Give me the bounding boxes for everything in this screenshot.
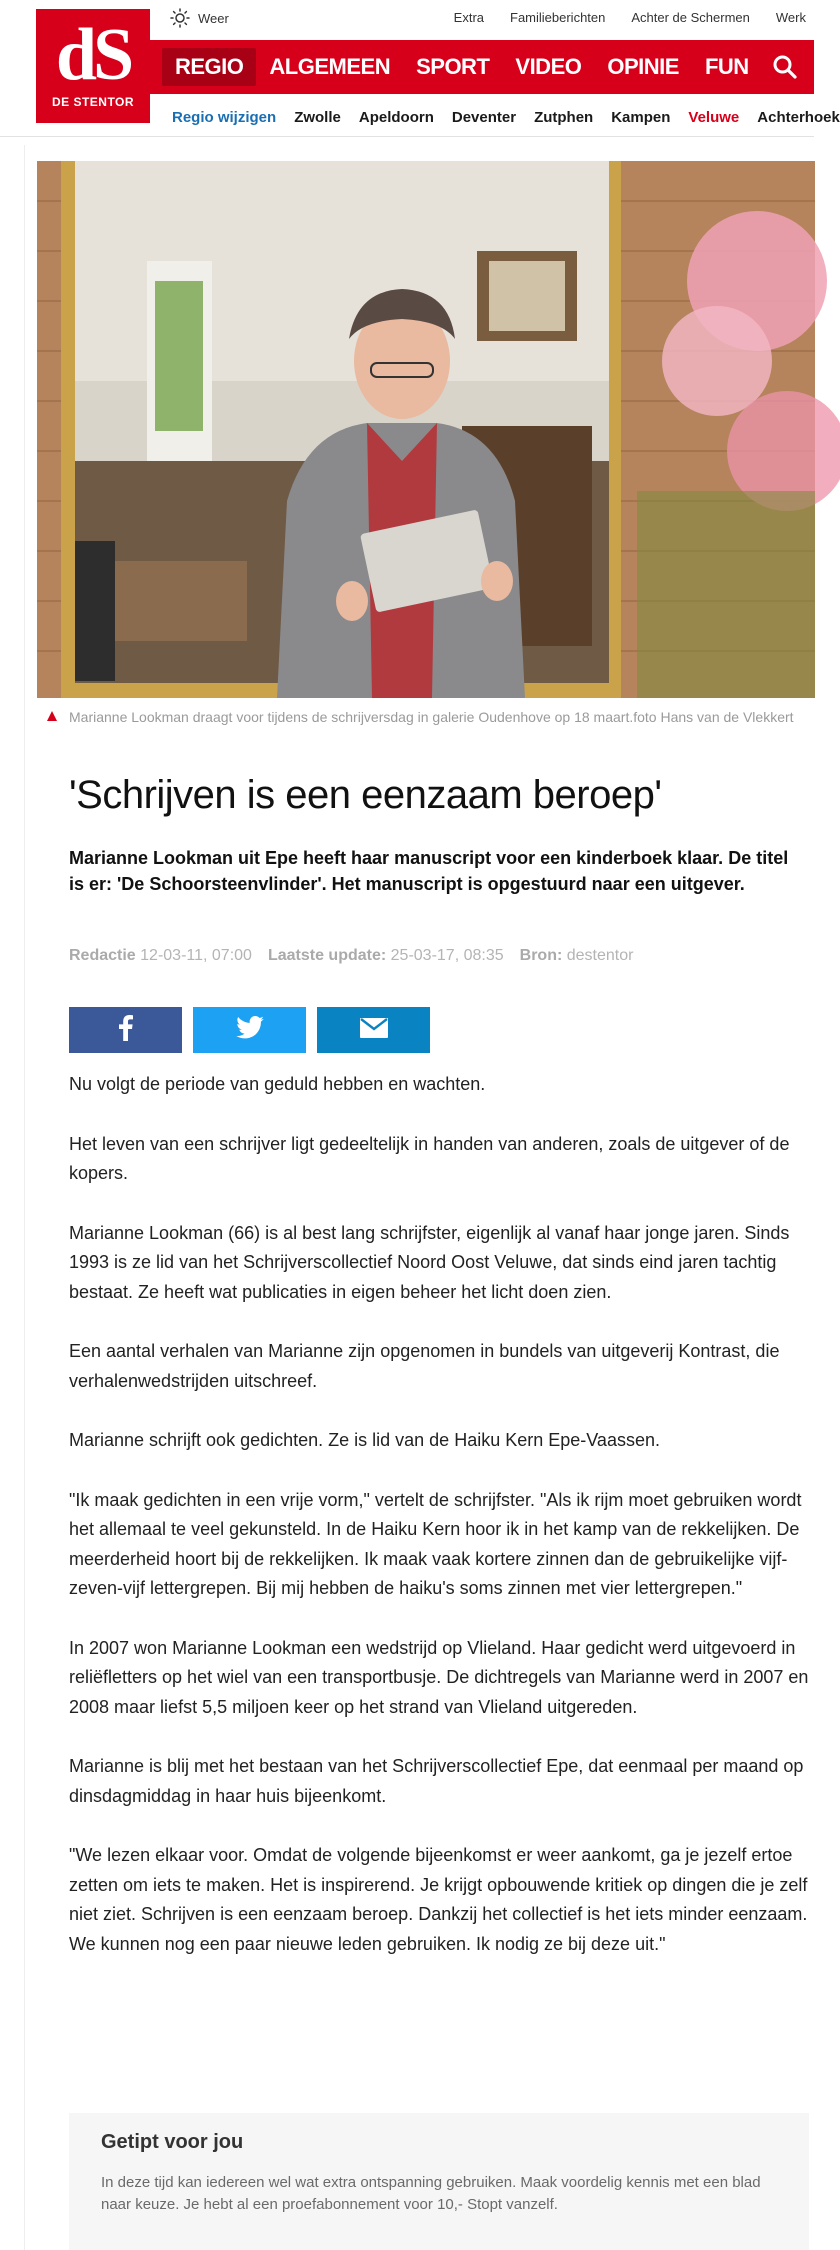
facebook-icon: [119, 1015, 133, 1046]
body-paragraph: Marianne Lookman (66) is al best lang schrijfster, eigenlijk al vanaf haar jonge jaren. Sinds 1993 is ze lid van het Schrijverscollectief Noord Oost Veluwe, dat sinds eind jaren tachtig bestaat. Ze heeft wat publicaties in eigen beheer het licht doen zien.: [69, 1222, 790, 1302]
util-link-extra[interactable]: Extra: [453, 10, 484, 25]
main-nav: [150, 40, 814, 94]
subnav-item-zwolle[interactable]: Zwolle: [294, 108, 341, 126]
article-photo[interactable]: [37, 161, 815, 698]
nav-sport[interactable]: SPORT: [416, 54, 490, 79]
subnav-item-veluwe[interactable]: Veluwe: [688, 108, 740, 126]
body-paragraph: Het leven van een schrijver ligt gedeeltelijk in handen van anderen, zoals de uitgever of de kopers.: [69, 1133, 790, 1183]
meta-published: 12-03-11, 07:00: [140, 947, 252, 964]
util-link-achter-de-schermen[interactable]: Achter de Schermen: [631, 10, 750, 25]
article: [24, 145, 814, 2250]
share-mail-button[interactable]: [317, 1007, 430, 1053]
nav-regio[interactable]: REGIO: [162, 48, 256, 86]
header-divider: [0, 136, 814, 137]
nav-fun[interactable]: FUN: [704, 54, 749, 79]
body-paragraph: "Ik maak gedichten in een vrije vorm," vertelt de schrijfster. "Als ik rijm moet gebruiken wordt het allemaal te veel gekunsteld. In de Haiku Kern hoor ik in het kamp van de rekkelijken. De meerderheid hoort bij de rekkelijken. Ik maak vaak kortere zinnen dan de gebruikelijke vijf-zeven-vijf lettergrepen. Bij mij hebben de haiku's soms zinnen met vier lettergrepen.": [69, 1489, 802, 1598]
logo-mark: dS: [55, 14, 131, 96]
subnav-item-deventer[interactable]: Deventer: [451, 108, 517, 126]
site-header: [0, 0, 840, 137]
utility-bar: [0, 0, 814, 40]
meta-update-label: Laatste update:: [267, 947, 387, 964]
mail-icon: [360, 1018, 388, 1043]
subnav-item-apeldoorn[interactable]: Apeldoorn: [358, 108, 434, 126]
article-lead: Marianne Lookman uit Epe heeft haar manuscript voor een kinderboek klaar. De titel is er: 'De Schoorsteenvlinder'. Het manuscript is opgestuurd naar een uitgever.: [69, 848, 789, 894]
meta-source-label: Bron:: [519, 947, 563, 964]
meta-update: [268, 947, 504, 965]
nav-algemeen[interactable]: ALGEMEEN: [269, 54, 391, 79]
util-link-werk[interactable]: Werk: [775, 10, 806, 25]
meta-author-label: Redactie: [69, 947, 136, 964]
tip-heading: Getipt voor jou: [101, 2131, 244, 2153]
caption-text: Marianne Lookman draagt voor tijdens de schrijversdag in galerie Oudenhove op 18 maart.foto Hans van de Vlekkert: [69, 709, 794, 725]
utility-links: [454, 10, 806, 25]
util-link-familieberichten[interactable]: Familieberichten: [510, 10, 606, 25]
caption-marker-icon: [47, 711, 57, 721]
body-paragraph: In 2007 won Marianne Lookman een wedstrijd op Vlieland. Haar gedicht werd uitgevoerd in reliëfletters op het wiel van een transportbusje. De dichtregels van Marianne werd in 2007 en 2008 maar liefst 5,5 miljoen keer op het strand van Vlieland uitgereden.: [69, 1637, 809, 1717]
subnav-item-kampen[interactable]: Kampen: [611, 108, 671, 126]
nav-opinie[interactable]: OPINIE: [607, 54, 679, 79]
share-facebook-button[interactable]: [69, 1007, 182, 1053]
article-body: [69, 1070, 809, 1989]
article-title: 'Schrijven is een eenzaam beroep': [69, 773, 662, 817]
body-paragraph: Marianne schrijft ook gedichten. Ze is lid van de Haiku Kern Epe-Vaassen.: [69, 1430, 660, 1450]
tip-box[interactable]: [69, 2113, 809, 2250]
share-twitter-button[interactable]: [193, 1007, 306, 1053]
meta-author: [69, 947, 252, 965]
subnav-item-achterhoek[interactable]: Achterhoek: [757, 108, 840, 126]
weather-link[interactable]: [170, 8, 229, 28]
meta-source: [520, 947, 634, 965]
meta-source-value: destentor: [566, 947, 634, 964]
body-paragraph: Nu volgt de periode van geduld hebben en wachten.: [69, 1074, 486, 1094]
meta-updated: 25-03-17, 08:35: [390, 947, 504, 964]
photo-caption: [69, 706, 809, 728]
logo-name: DE STENTOR: [51, 95, 135, 109]
region-subnav: [150, 100, 840, 134]
sun-icon: [170, 8, 190, 28]
article-meta: [69, 947, 633, 965]
share-buttons: [69, 1007, 430, 1053]
twitter-icon: [236, 1016, 264, 1044]
subnav-item-zutphen[interactable]: Zutphen: [534, 108, 594, 126]
nav-video[interactable]: VIDEO: [515, 54, 582, 79]
body-paragraph: "We lezen elkaar voor. Omdat de volgende bijeenkomst er weer aankomt, ga je jezelf ertoe zetten om iets te maken. Het is inspirerend. Je krijgt opbouwende kritiek op dingen die je zelf niet ziet. Schrijven is een eenzaam beroep. Dankzij het collectief is het iets minder eenzaam. We kunnen nog een paar nieuwe leden gebruiken. Ik nodig ze bij deze uit.": [69, 1845, 808, 1954]
weather-label: Weer: [198, 10, 229, 26]
tip-text: In deze tijd kan iedereen wel wat extra ontspanning gebruiken. Maak voordelig kennis met een blad naar keuze. Je hebt al een proefabonnement voor 10,- Stopt vanzelf.: [101, 2174, 761, 2213]
region-edit-link[interactable]: Regio wijzigen: [172, 108, 277, 126]
search-icon[interactable]: [770, 52, 800, 82]
body-paragraph: Marianne is blij met het bestaan van het Schrijverscollectief Epe, dat eenmaal per maand op dinsdagmiddag in haar huis bijeenkomt.: [69, 1756, 804, 1806]
body-paragraph: Een aantal verhalen van Marianne zijn opgenomen in bundels van uitgeverij Kontrast, die verhalenwedstrijden uitschreef.: [69, 1341, 780, 1391]
